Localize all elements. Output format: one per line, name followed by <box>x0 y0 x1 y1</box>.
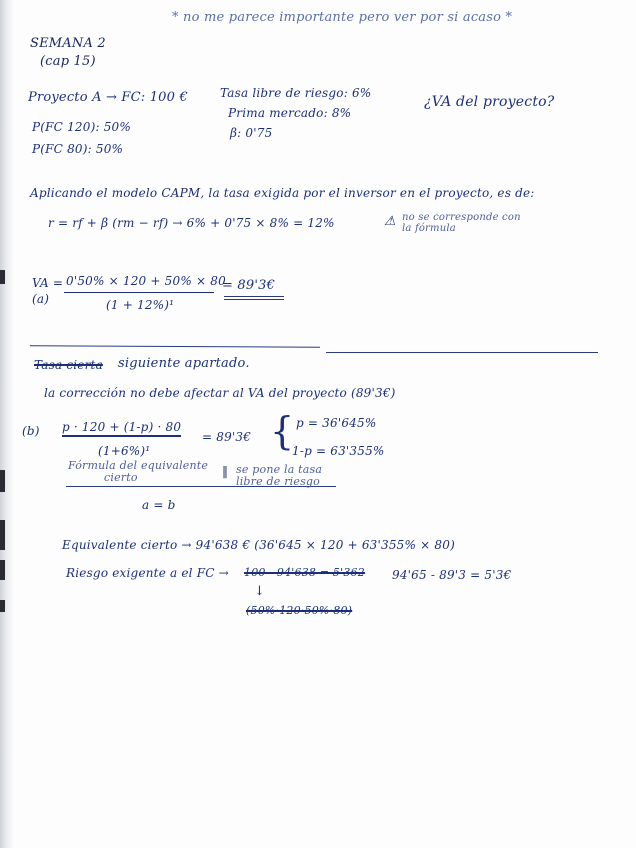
semana-title: SEMANA 2 <box>30 36 106 51</box>
capm-text: Aplicando el modelo CAPM, la tasa exigida por el inversor en el proyecto, es de: <box>30 186 535 200</box>
p-value: p = 36'645% <box>296 416 377 430</box>
capm-note-2: la fórmula <box>402 223 456 234</box>
tasa-libre-riesgo: Tasa libre de riesgo: 6% <box>220 86 372 100</box>
brace-icon: { <box>270 409 295 453</box>
va-fraction-bar <box>64 292 214 293</box>
tasa-libre-note-2: libre de riesgo <box>236 475 320 488</box>
formula-equivalente-1: Fórmula del equivalente <box>68 459 209 472</box>
va-sub-a: (a) <box>32 292 50 306</box>
double-bar-icon: ‖ <box>222 464 229 478</box>
one-minus-p: 1-p = 63'355% <box>292 444 385 458</box>
va-result: = 89'3€ <box>222 278 276 293</box>
equivalente-cierto: Equivalente cierto → 94'638 € (36'645 × 120 + 63'355% × 80) <box>62 538 455 552</box>
prima-mercado: Prima mercado: 8% <box>228 106 352 120</box>
proyecto-fc: Proyecto A → FC: 100 € <box>28 90 188 105</box>
capm-note-1: no se corresponde con <box>402 212 521 223</box>
page-binding-edge <box>0 0 14 848</box>
va-numerator: 0'50% × 120 + 50% × 80 <box>66 274 226 288</box>
edge-mark <box>0 470 5 492</box>
struck-text: Tasa cierta <box>34 358 103 372</box>
separator-line <box>30 345 320 348</box>
riesgo-struck: 100 - 94'638 = 5'362 <box>244 566 365 579</box>
question: ¿VA del proyecto? <box>424 94 555 110</box>
capitulo-label: (cap 15) <box>40 54 96 69</box>
edge-mark <box>0 600 5 612</box>
edge-mark <box>0 560 5 580</box>
formula-equivalente-2: cierto <box>104 471 138 484</box>
riesgo-prefix: Riesgo exigente a el FC → <box>66 566 229 580</box>
prob-fc-120: P(FC 120): 50% <box>32 120 131 134</box>
va-label: VA = <box>32 276 64 290</box>
edge-mark <box>0 270 5 284</box>
arrow-down-icon: ↓ <box>254 584 266 599</box>
b-denominator: (1+6%)¹ <box>98 444 151 458</box>
va-result-underline <box>224 299 284 300</box>
a-equals-b: a = b <box>142 498 176 512</box>
correction-note: la corrección no debe afectar al VA del proyecto (89'3€) <box>44 386 396 400</box>
capm-formula: r = rf + β (rm − rf) → 6% + 0'75 × 8% = 12% <box>48 216 335 230</box>
b-result: = 89'3€ <box>202 430 252 444</box>
separator-line <box>326 352 598 353</box>
riesgo-result: 94'65 - 89'3 = 5'3€ <box>392 568 512 582</box>
edge-mark <box>0 520 5 550</box>
va-denominator: (1 + 12%)¹ <box>106 298 175 312</box>
prob-fc-80: P(FC 80): 50% <box>32 142 124 156</box>
bottom-struck: (50%·120·50%·80) <box>246 604 353 617</box>
tasa-libre-note-1: se pone la tasa <box>236 463 323 476</box>
va-result-underline <box>224 296 284 297</box>
b-label: (b) <box>22 424 40 438</box>
beta-value: β: 0'75 <box>230 126 273 140</box>
header-note: * no me parece importante pero ver por si acaso * <box>172 10 513 25</box>
warning-icon: ⚠ <box>384 214 396 229</box>
b-numerator: p · 120 + (1-p) · 80 <box>62 420 181 437</box>
siguiente-apartado: siguiente apartado. <box>118 356 250 371</box>
